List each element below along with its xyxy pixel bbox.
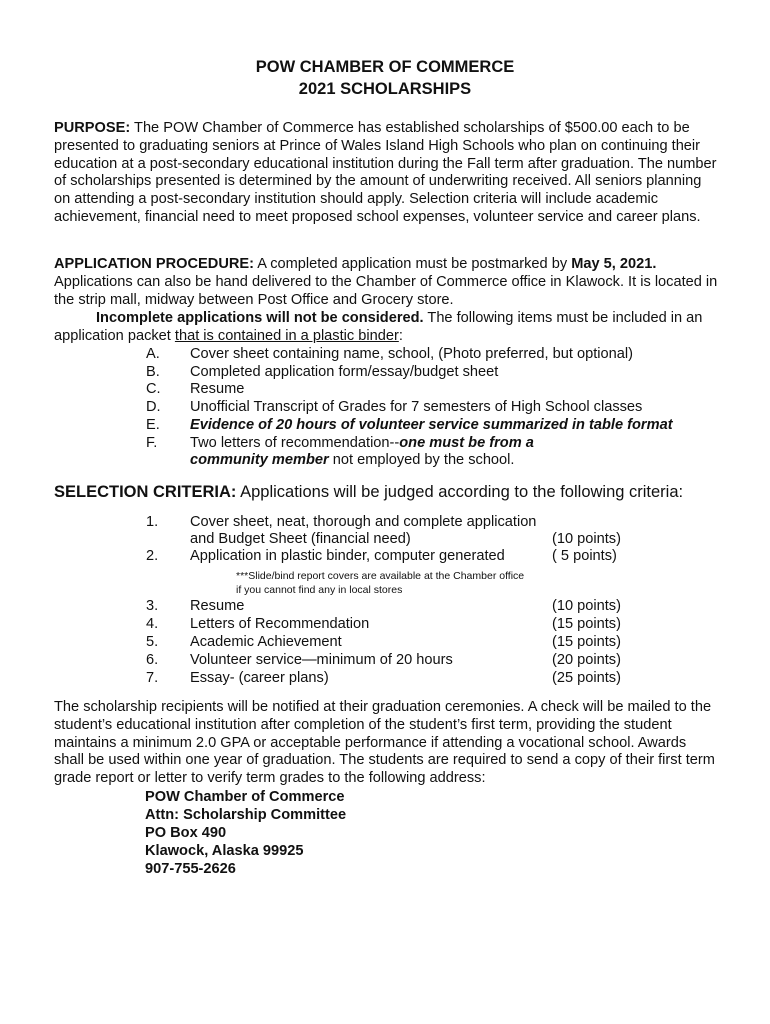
item-letter: C.	[146, 381, 161, 397]
address-line-phone: 907-755-2626	[145, 861, 236, 877]
item-emphasis: one must be from a	[399, 435, 534, 451]
criteria-item-continued	[0, 531, 770, 549]
criteria-text: Resume	[190, 598, 245, 614]
criteria-text: and Budget Sheet (financial need)	[190, 531, 411, 547]
criteria-item	[0, 652, 770, 670]
item-text: not employed by the school.	[328, 452, 515, 468]
closing-paragraph: The scholarship recipients will be notified at their graduation ceremonies. A check will be mailed to the student’s educational institution after completion of the student’s first term, providing the student maintains a minimum 2.0 GPA or acceptable performance if attending a vocational school. Awards shall be used within one year of graduation. The students are required to send a copy of their first term grade report or letter to verify term grades to the following address:	[54, 699, 715, 787]
item-text: Evidence of 20 hours of volunteer service summarized in table format	[190, 417, 673, 433]
list-item-continued	[0, 452, 770, 470]
criteria-points: (10 points)	[552, 531, 621, 547]
criteria-text: Cover sheet, neat, thorough and complete application	[190, 514, 537, 530]
criteria-number: 2.	[146, 548, 159, 564]
item-emphasis: community member	[190, 452, 329, 468]
list-item	[0, 435, 770, 453]
item-text: Unofficial Transcript of Grades for 7 semesters of High School classes	[190, 399, 643, 415]
purpose-text: The POW Chamber of Commerce has established scholarships of $500.00 each to be presented to graduating seniors at Prince of Wales Island High Schools who plan on continuing their education at a post-secondary educational institution during the Fall term after graduation. The number of scholarships presented is determined by the amount of underwriting received. All seniors planning on attending a post-secondary institution should apply. Selection criteria will include academic achievement, financial need to meet proposed school expenses, volunteer service and career plans.	[54, 120, 717, 225]
criteria-item	[0, 598, 770, 616]
criteria-number: 6.	[146, 652, 159, 668]
item-text: Resume	[190, 381, 245, 397]
procedure-label: APPLICATION PROCEDURE:	[54, 256, 254, 272]
item-text-group	[190, 452, 514, 470]
document-subtitle: 2021 SCHOLARSHIPS	[298, 80, 472, 98]
criteria-points: (15 points)	[552, 616, 621, 632]
selection-label: SELECTION CRITERIA:	[54, 483, 237, 501]
binder-note-continued: if you cannot find any in local stores	[236, 584, 403, 596]
criteria-text: Volunteer service—minimum of 20 hours	[190, 652, 453, 668]
item-text: Completed application form/essay/budget sheet	[190, 364, 499, 380]
list-item	[0, 417, 770, 435]
incomplete-warning: Incomplete applications will not be considered.	[96, 310, 424, 326]
binder-requirement: that is contained in a plastic binder	[174, 327, 399, 344]
address-line-organization: POW Chamber of Commerce	[145, 789, 345, 805]
deadline-date: May 5, 2021.	[571, 256, 657, 272]
criteria-item	[0, 670, 770, 688]
item-letter: A.	[146, 346, 160, 362]
item-text-group	[190, 435, 534, 453]
criteria-number: 4.	[146, 616, 159, 632]
address-line-city: Klawock, Alaska 99925	[145, 843, 304, 859]
criteria-number: 3.	[146, 598, 159, 614]
criteria-points: (15 points)	[552, 634, 621, 650]
item-letter: F.	[146, 435, 158, 451]
criteria-points: (20 points)	[552, 652, 621, 668]
address-line-po-box: PO Box 490	[145, 825, 227, 841]
criteria-text: Application in plastic binder, computer generated	[190, 548, 505, 564]
procedure-text-2: Applications can also be hand delivered to the Chamber of Commerce office in Klawock. It is located in the strip mall, midway between Post Office and Grocery store.	[54, 273, 718, 308]
criteria-item	[0, 548, 770, 566]
criteria-number: 5.	[146, 634, 159, 650]
criteria-item	[0, 616, 770, 634]
criteria-number: 1.	[146, 514, 159, 530]
item-text: Two letters of recommendation--	[190, 435, 400, 451]
item-letter: E.	[146, 417, 160, 433]
incomplete-paragraph	[54, 310, 718, 346]
criteria-item	[0, 634, 770, 652]
criteria-item	[0, 514, 770, 532]
procedure-paragraph	[54, 256, 718, 309]
item-letter: D.	[146, 399, 161, 415]
item-letter: B.	[146, 364, 160, 380]
procedure-text-1: A completed application must be postmarked by	[257, 256, 568, 272]
criteria-text: Essay- (career plans)	[190, 670, 329, 686]
address-line-attention: Attn: Scholarship Committee	[145, 807, 347, 823]
list-item	[0, 399, 770, 417]
list-item	[0, 364, 770, 382]
list-item	[0, 346, 770, 364]
purpose-paragraph	[54, 120, 718, 227]
procedure-text-3: The following items must be included in an application packet	[54, 310, 703, 344]
criteria-text: Academic Achievement	[190, 634, 342, 650]
criteria-points: (10 points)	[552, 598, 621, 614]
selection-heading	[54, 482, 683, 502]
document-title: POW CHAMBER OF COMMERCE	[255, 58, 515, 76]
binder-colon: :	[398, 327, 403, 344]
criteria-points: ( 5 points)	[552, 548, 617, 564]
selection-intro: Applications will be judged according to the following criteria:	[240, 483, 684, 501]
list-item	[0, 381, 770, 399]
criteria-number: 7.	[146, 670, 159, 686]
item-text: Cover sheet containing name, school, (Photo preferred, but optional)	[190, 346, 633, 362]
binder-note: ***Slide/bind report covers are available at the Chamber office	[236, 570, 525, 582]
purpose-label: PURPOSE:	[54, 120, 131, 136]
criteria-points: (25 points)	[552, 670, 621, 686]
criteria-text: Letters of Recommendation	[190, 616, 370, 632]
